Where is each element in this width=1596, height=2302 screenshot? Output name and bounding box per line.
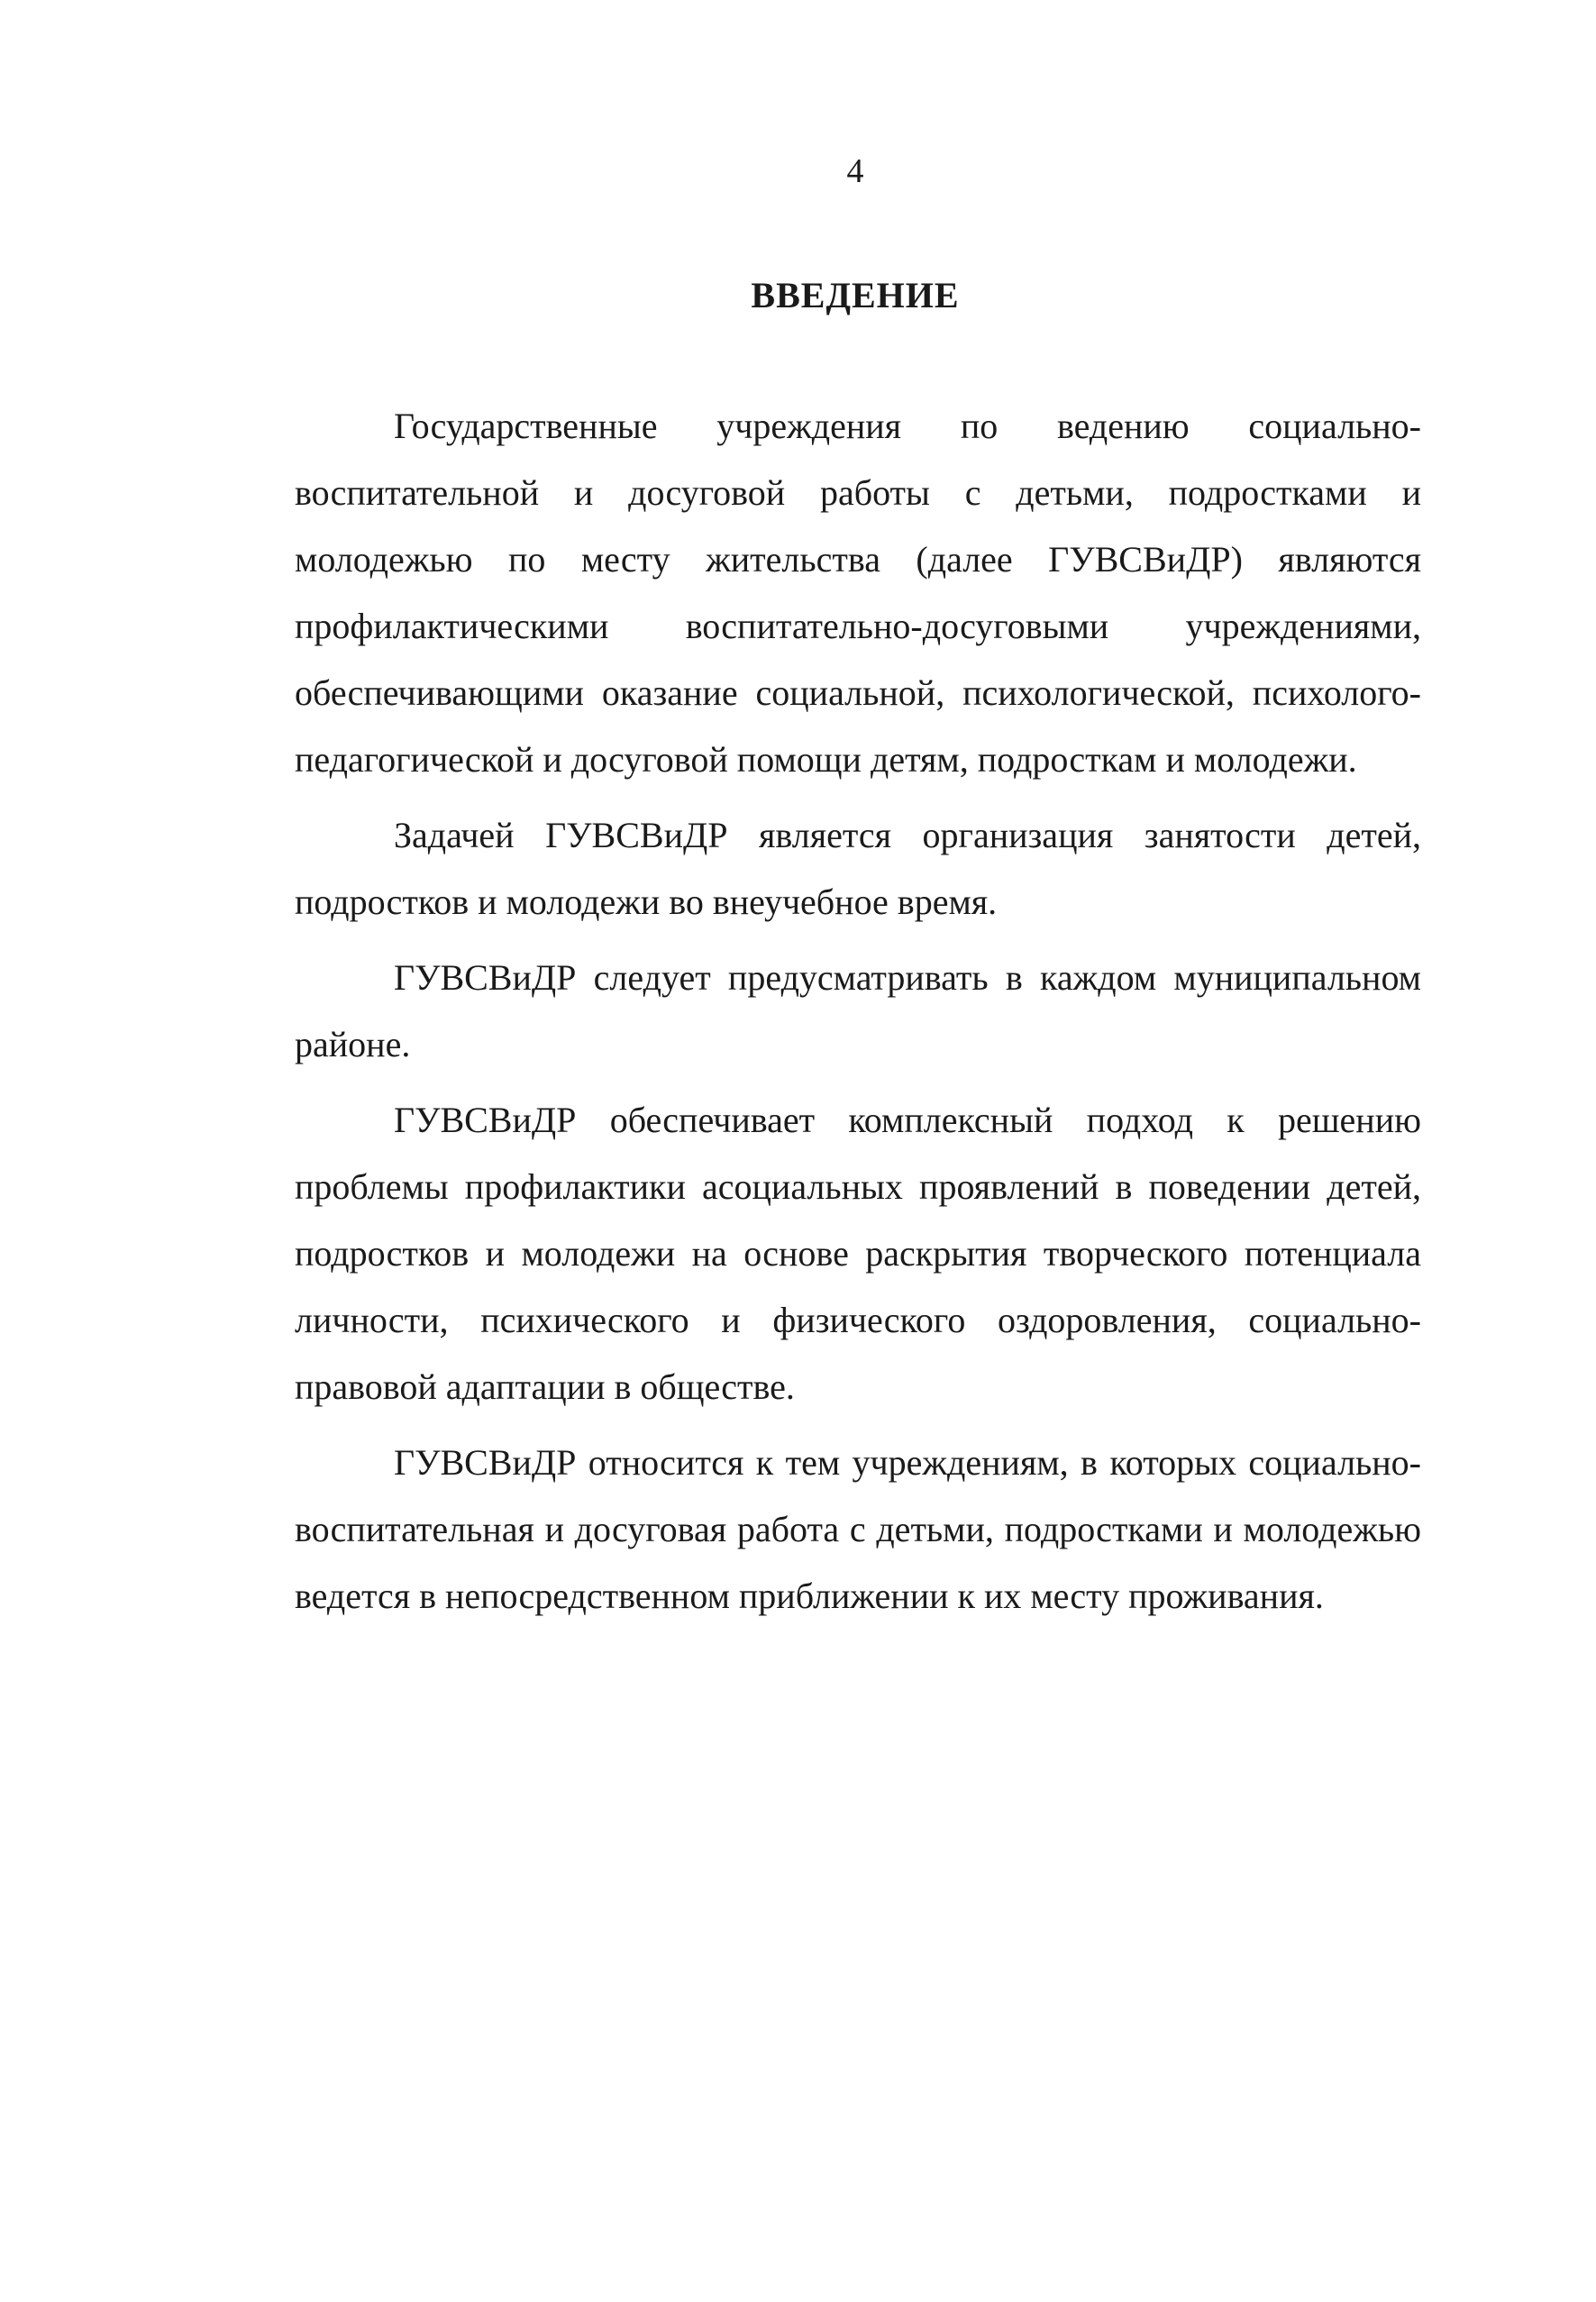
- page-number: 4: [846, 152, 864, 190]
- paragraph-1: Государственные учреждения по ведению социально-воспитательной и досуговой работы с детьми, подростками и молодежью по месту жительства (далее ГУВСВиДР) являются профилактическими воспитательно-досуговыми учреждениями, обеспечивающими оказание социальной, психологической, психолого-педагогической и досуговой помощи детям, подросткам и молодежи.: [295, 406, 1421, 780]
- paragraph-3: ГУВСВиДР следует предусматривать в каждом муниципальном районе.: [295, 957, 1421, 1064]
- paragraph-4: ГУВСВиДР обеспечивает комплексный подход к решению проблемы профилактики асоциальных проявлений в поведении детей, подростков и молодежи на основе раскрытия творческого потенциала личности, психического и физического оздоровления, социально-правовой адаптации в обществе.: [295, 1100, 1421, 1407]
- paragraph-5: ГУВСВиДР относится к тем учреждениям, в которых социально-воспитательная и досуговая работа с детьми, подростками и молодежью ведется в непосредственном приближении к их месту проживания.: [295, 1442, 1421, 1616]
- paragraph-2: Задачей ГУВСВиДР является организация занятости детей, подростков и молодежи во внеучебное время.: [295, 815, 1421, 922]
- body-text: [295, 393, 1421, 1639]
- section-heading: ВВЕДЕНИЕ: [751, 275, 960, 315]
